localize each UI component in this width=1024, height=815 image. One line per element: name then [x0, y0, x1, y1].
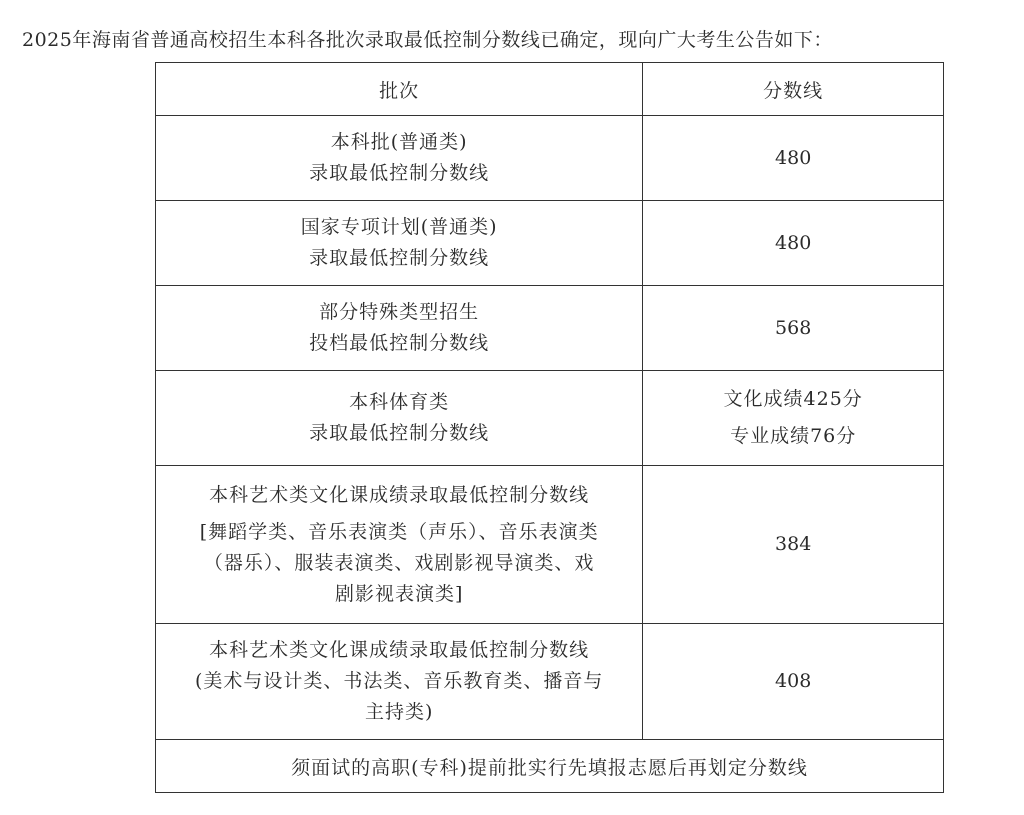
intro-text: 2025年海南省普通高校招生本科各批次录取最低控制分数线已确定，现向广大考生公告如下： [22, 29, 833, 51]
batch-cell [156, 466, 643, 624]
score-cell [643, 116, 944, 201]
table-header-row [156, 63, 944, 116]
batch-line: 部分特殊类型招生 [319, 301, 480, 323]
batch-line: 主持类) [364, 701, 434, 723]
header-score: 分数线 [643, 63, 944, 116]
batch-line: 本科艺术类文化课成绩录取最低控制分数线 [209, 639, 590, 661]
score-cell [643, 624, 944, 740]
score-line-table [155, 62, 944, 793]
batch-line: 投档最低控制分数线 [309, 332, 490, 354]
score-value: 384 [775, 533, 812, 555]
score-value: 568 [775, 316, 812, 339]
score-cell [643, 371, 944, 466]
batch-line: （器乐）、服装表演类、戏剧影视导演类、戏 [203, 551, 595, 574]
batch-line: 录取最低控制分数线 [309, 422, 490, 444]
table-row [156, 624, 944, 740]
batch-line: 国家专项计划(普通类) [300, 216, 498, 238]
batch-line: (美术与设计类、书法类、音乐教育类、播音与 [194, 670, 604, 692]
table-row [156, 286, 944, 371]
batch-line: 录取最低控制分数线 [309, 162, 490, 184]
score-cell [643, 201, 944, 286]
batch-cell [156, 201, 643, 286]
batch-line: 本科批(普通类) [330, 131, 468, 153]
table-row [156, 466, 944, 624]
batch-line: 本科艺术类文化课成绩录取最低控制分数线 [209, 483, 590, 506]
score-value: 480 [775, 231, 812, 254]
batch-cell [156, 371, 643, 466]
batch-line: 剧影视表演类] [334, 582, 464, 605]
score-value: 480 [775, 146, 812, 169]
score-cell [643, 286, 944, 371]
batch-cell [156, 116, 643, 201]
table-row [156, 201, 944, 286]
score-cell [643, 466, 944, 624]
score-value: 408 [775, 670, 812, 692]
batch-line: [舞蹈学类、音乐表演类（声乐）、音乐表演类 [199, 520, 599, 543]
batch-cell [156, 286, 643, 371]
batch-cell [156, 624, 643, 740]
score-value: 文化成绩425分 [723, 388, 863, 410]
header-batch: 批次 [156, 63, 643, 116]
table-row [156, 116, 944, 201]
score-value: 专业成绩76分 [730, 425, 857, 447]
table-row [156, 371, 944, 466]
batch-line: 录取最低控制分数线 [309, 247, 490, 269]
batch-line: 本科体育类 [349, 391, 450, 413]
footer-note: 须面试的高职(专科)提前批实行先填报志愿后再划定分数线 [156, 740, 944, 793]
table-footer-row [156, 740, 944, 793]
